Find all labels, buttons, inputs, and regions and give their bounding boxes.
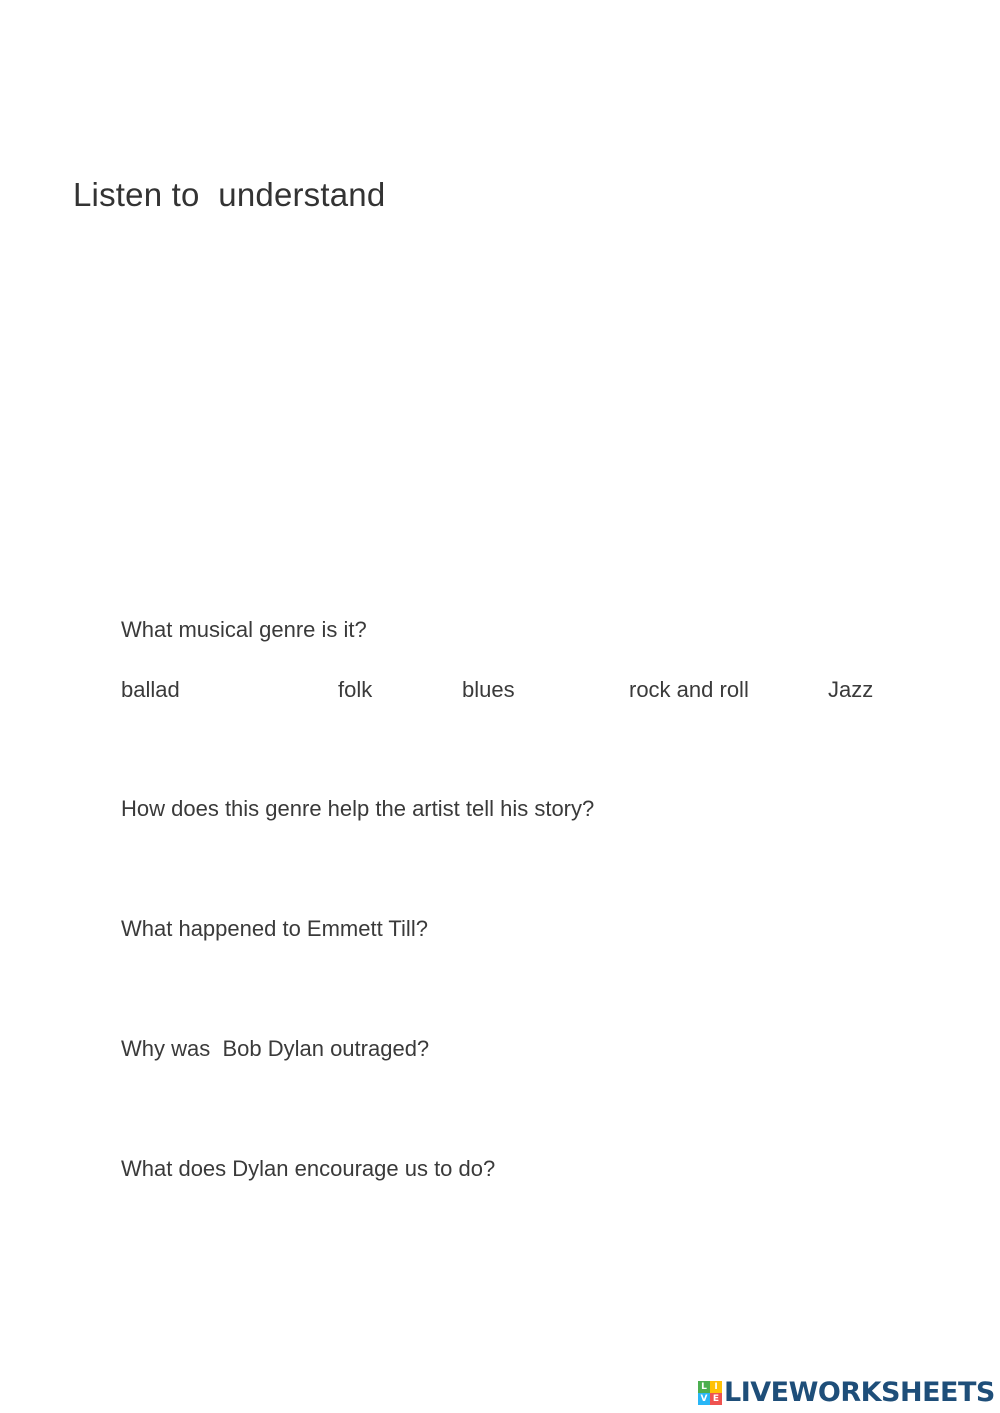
logo-text: LIVEWORKSHEETS: [724, 1377, 995, 1408]
genre-option-blues[interactable]: blues: [462, 677, 515, 702]
logo-mark-letter: I: [710, 1381, 722, 1393]
genre-option-ballad[interactable]: ballad: [121, 677, 180, 702]
logo-mark-letter: E: [710, 1393, 722, 1405]
question-genre: What musical genre is it?: [121, 617, 367, 642]
logo-mark-letter: L: [698, 1381, 710, 1393]
question-emmett-till: What happened to Emmett Till?: [121, 916, 428, 941]
question-dylan-encourage: What does Dylan encourage us to do?: [121, 1156, 496, 1181]
question-dylan-outraged: Why was Bob Dylan outraged?: [121, 1036, 430, 1061]
genre-option-rock-and-roll[interactable]: rock and roll: [629, 677, 749, 702]
liveworksheets-logo-mark-icon: [698, 1381, 722, 1405]
liveworksheets-logo: [698, 1378, 995, 1408]
genre-option-jazz[interactable]: Jazz: [828, 677, 874, 702]
genre-option-folk[interactable]: folk: [338, 677, 373, 702]
question-genre-story: How does this genre help the artist tell his story?: [121, 796, 595, 821]
worksheet-title: Listen to understand: [73, 176, 386, 213]
logo-mark-letter: V: [698, 1393, 710, 1405]
